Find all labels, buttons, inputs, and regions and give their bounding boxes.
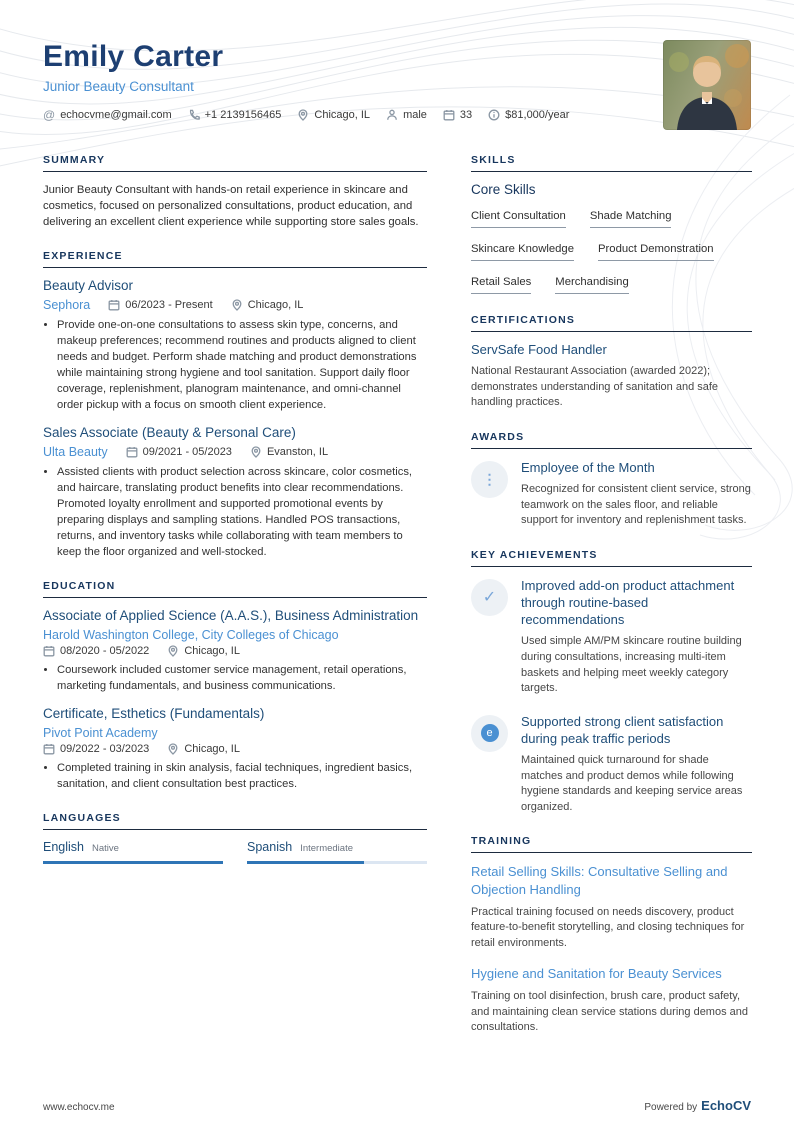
training-desc: Training on tool disinfection, brush care, product safety, and maintaining clean service stations during demos and consultations. <box>471 989 748 1034</box>
two-column-layout <box>43 154 751 1056</box>
achievement-item <box>471 577 752 697</box>
contact-gender <box>386 109 427 121</box>
education-dates <box>43 645 149 657</box>
education-location <box>167 645 240 657</box>
achievements-heading: KEY ACHIEVEMENTS <box>471 549 752 567</box>
pin-icon <box>167 645 179 657</box>
school-name: Harold Washington College, City Colleges of Chicago <box>43 628 339 643</box>
language-level: Native <box>92 843 119 855</box>
calendar-icon <box>43 645 55 657</box>
company-name: Ulta Beauty <box>43 445 108 460</box>
education-bullet: • Coursework included customer service management, retail operations, marketing fundamentals, and business communications. <box>57 662 427 694</box>
header-text <box>43 40 569 121</box>
skill-tag: Retail Sales <box>471 276 531 294</box>
job-meta <box>43 445 427 459</box>
pin-icon <box>297 109 309 121</box>
calendar-icon <box>43 743 55 755</box>
powered-by <box>644 1098 751 1113</box>
skill-tag: Shade Matching <box>590 210 672 228</box>
left-column <box>43 154 427 1056</box>
at-icon: @ <box>43 108 56 122</box>
footer <box>43 1098 751 1113</box>
certification-name: ServSafe Food Handler <box>471 342 607 357</box>
training-title: Retail Selling Skills: Consultative Selling and Objection Handling <box>471 864 728 898</box>
right-column <box>471 154 752 1056</box>
contact-salary-text: $81,000/year <box>505 109 570 121</box>
school-name: Pivot Point Academy <box>43 726 158 741</box>
job-dates-text: 09/2021 - 05/2023 <box>142 446 232 459</box>
e-badge-icon: e <box>471 715 508 752</box>
achievement-title: Supported strong client satisfaction during peak traffic periods <box>521 713 724 746</box>
skill-tag: Merchandising <box>555 276 628 294</box>
contact-phone <box>188 109 282 121</box>
certifications-heading: CERTIFICATIONS <box>471 314 752 332</box>
certification-desc: National Restaurant Association (awarded 2022); demonstrates understanding of sanitation and safe handling practices. <box>471 365 719 409</box>
training-item <box>471 863 752 951</box>
person-name: Emily Carter <box>43 40 224 73</box>
job-location <box>250 446 328 458</box>
job-location <box>231 299 304 311</box>
calendar-icon <box>108 299 120 311</box>
achievement-body <box>521 577 752 697</box>
contact-gender-text: male <box>403 109 427 121</box>
language-name: English <box>43 840 84 855</box>
language-item <box>247 840 427 864</box>
awards-heading: AWARDS <box>471 431 752 449</box>
company-name: Sephora <box>43 298 91 313</box>
skills-group-title: Core Skills <box>471 182 536 197</box>
section-experience <box>43 250 427 560</box>
contact-location-text: Chicago, IL <box>314 109 371 121</box>
brand-logo: EchoCV <box>701 1098 751 1113</box>
degree-title: Certificate, Esthetics (Fundamentals) <box>43 706 265 722</box>
language-level: Intermediate <box>300 843 353 855</box>
award-item <box>471 459 752 529</box>
job-location-text: Chicago, IL <box>247 299 304 312</box>
job-title: Sales Associate (Beauty & Personal Care) <box>43 425 296 441</box>
education-entry <box>43 706 427 792</box>
degree-title: Associate of Applied Science (A.A.S.), Business Administration <box>43 608 419 624</box>
achievement-desc: Maintained quick turnaround for shade matches and product demos while following hygiene standards and keeping service areas organized. <box>521 754 743 813</box>
skill-tag: Product Demonstration <box>598 243 714 261</box>
person-icon <box>386 109 398 121</box>
calendar-icon <box>443 109 455 121</box>
contact-age <box>443 109 472 121</box>
contact-email <box>43 109 172 121</box>
section-languages <box>43 812 427 864</box>
language-bar <box>43 861 223 864</box>
info-icon <box>488 109 500 121</box>
job-meta <box>43 298 427 312</box>
section-certifications <box>471 314 752 411</box>
contact-age-text: 33 <box>459 109 473 121</box>
training-desc: Practical training focused on needs discovery, product feature-to-benefit storytelling, and closing techniques for retail environments. <box>471 905 745 949</box>
medal-dots-icon: ⋮ <box>471 461 508 498</box>
education-bullet: • Completed training in skin analysis, facial techniques, ingredient basics, sanitation, and client consultation best practices. <box>57 760 427 792</box>
job-bullets <box>43 317 427 413</box>
education-dates <box>43 743 149 755</box>
education-meta <box>43 743 427 755</box>
contact-email-text: echocvme@gmail.com <box>60 109 172 121</box>
achievement-desc: Used simple AM/PM skincare routine building during consultations, increasing multi-item baskets and helping meet weekly category targets. <box>521 635 742 695</box>
language-item <box>43 840 223 864</box>
calendar-icon <box>126 446 138 458</box>
pin-icon <box>231 299 243 311</box>
contact-location <box>297 109 370 121</box>
phone-icon <box>188 109 200 121</box>
education-meta <box>43 645 427 657</box>
job-bullets <box>43 464 427 560</box>
job-dates-text: 06/2023 - Present <box>125 299 213 312</box>
language-bar-fill <box>43 861 223 864</box>
contact-row <box>43 109 569 121</box>
language-name: Spanish <box>247 840 293 855</box>
education-location-text: Chicago, IL <box>184 645 240 658</box>
job-bullet: • Provide one-on-one consultations to assess skin type, concerns, and makeup preferences; recommend routines and products aligned to client needs and budget. Perform shade matching and product demonstrations while maintaining strong hygiene and tool sanitation. Support daily floor coverage, replenishment, planogram maintenance, and omni-channel order pickup with a focus on smooth client experience. <box>57 317 427 413</box>
section-education <box>43 580 427 792</box>
education-dates-text: 08/2020 - 05/2022 <box>60 645 150 658</box>
job-location-text: Evanston, IL <box>266 446 329 459</box>
education-location <box>167 743 240 755</box>
language-bar-fill <box>247 861 364 864</box>
header <box>43 40 751 130</box>
job-title: Beauty Advisor <box>43 278 134 294</box>
footer-site: www.echocv.me <box>43 1102 115 1113</box>
contact-phone-text: +1 2139156465 <box>204 109 282 121</box>
skills-tags <box>471 210 752 294</box>
training-title: Hygiene and Sanitation for Beauty Services <box>471 966 722 982</box>
language-bar <box>247 861 427 864</box>
experience-heading: EXPERIENCE <box>43 250 427 268</box>
achievement-title: Improved add-on product attachment through routine-based recommendations <box>521 577 735 628</box>
award-desc: Recognized for consistent client service, strong teamwork on the sales floor, and reliable support for inventory and replenishment tasks. <box>521 482 751 527</box>
award-body <box>521 459 752 529</box>
achievement-item <box>471 713 752 816</box>
education-location-text: Chicago, IL <box>184 743 240 756</box>
training-heading: TRAINING <box>471 835 752 853</box>
education-heading: EDUCATION <box>43 580 427 598</box>
experience-entry <box>43 425 427 560</box>
training-item <box>471 965 752 1035</box>
section-training <box>471 835 752 1035</box>
job-bullet: • Assisted clients with product selection across skincare, color cosmetics, and haircare, translating product benefits into clear recommendations. Promoted loyalty enrollment and supported promotional events by preparing displays and sampling stations. Handled POS transactions, returns, and inventory tasks while collaborating with team members to keep the floor organized and well-stocked. <box>57 464 427 560</box>
education-bullets <box>43 662 427 694</box>
education-bullets <box>43 760 427 792</box>
experience-entry <box>43 278 427 413</box>
education-dates-text: 09/2022 - 03/2023 <box>60 743 150 756</box>
summary-text: Junior Beauty Consultant with hands-on retail experience in skincare and cosmetics, focused on personalized consultations, product education, and delivering an excellent client experience while supporting store sales goals. <box>43 184 419 229</box>
education-entry <box>43 608 427 694</box>
section-awards <box>471 431 752 529</box>
summary-heading: SUMMARY <box>43 154 427 172</box>
check-icon: ✓ <box>471 579 508 616</box>
section-achievements <box>471 549 752 816</box>
skill-tag: Client Consultation <box>471 210 566 228</box>
powered-by-label: Powered by <box>644 1102 698 1113</box>
job-dates <box>126 446 232 458</box>
pin-icon <box>167 743 179 755</box>
person-title: Junior Beauty Consultant <box>43 79 194 94</box>
profile-photo-image <box>663 40 751 130</box>
section-summary <box>43 154 427 230</box>
achievement-body <box>521 713 752 816</box>
languages-heading: LANGUAGES <box>43 812 427 830</box>
award-title: Employee of the Month <box>521 459 655 475</box>
languages-list <box>43 840 427 864</box>
skill-tag: Skincare Knowledge <box>471 243 574 261</box>
pin-icon <box>250 446 262 458</box>
contact-salary <box>488 109 569 121</box>
job-dates <box>108 299 212 311</box>
skills-heading: SKILLS <box>471 154 752 172</box>
section-skills <box>471 154 752 294</box>
profile-photo <box>663 40 751 130</box>
